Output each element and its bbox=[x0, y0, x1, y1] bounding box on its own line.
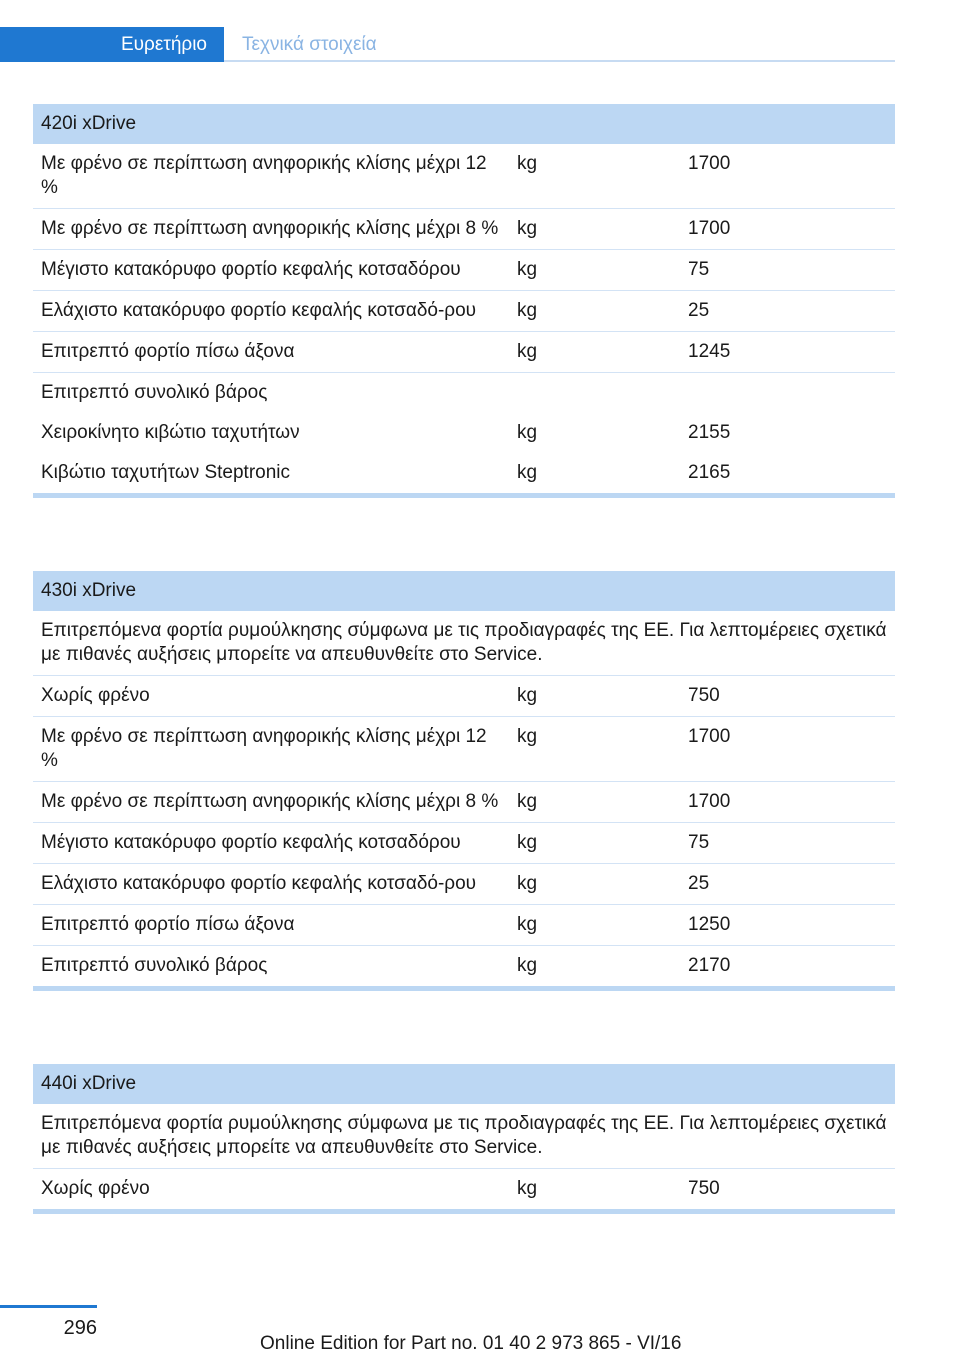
edition-note: Online Edition for Part no. 01 40 2 973 865 - VI/16 bbox=[260, 1333, 682, 1354]
row-label: Κιβώτιο ταχυτήτων Steptronic bbox=[41, 462, 291, 483]
row-label: Επιτρεπτό φορτίο πίσω άξονα bbox=[41, 914, 295, 935]
table-row bbox=[33, 453, 895, 493]
table-end-rule bbox=[33, 1209, 895, 1214]
tab-index[interactable]: Ευρετήριο bbox=[0, 27, 224, 62]
row-unit: kg bbox=[517, 955, 538, 976]
table-row bbox=[33, 905, 895, 946]
row-label: Μέγιστο κατακόρυφο φορτίο κεφαλής κοτσαδόρου bbox=[41, 832, 461, 853]
row-value: 1700 bbox=[688, 153, 731, 174]
row-value: 75 bbox=[688, 259, 710, 280]
table-note: Επιτρεπόμενα φορτία ρυμούλκησης σύμφωνα με τις προδιαγραφές της ΕΕ. Για λεπτομέρειες σχετικά με πιθανές αυξήσεις μπορείτε να απευθυνθείτε στο Service. bbox=[33, 1104, 895, 1169]
row-label: Χωρίς φρένο bbox=[41, 685, 150, 706]
table-row bbox=[33, 782, 895, 823]
row-value: 2170 bbox=[688, 955, 731, 976]
row-unit: kg bbox=[517, 832, 538, 853]
row-unit: kg bbox=[517, 153, 538, 174]
spec-table-420i bbox=[33, 104, 895, 498]
table-row bbox=[33, 823, 895, 864]
table-row bbox=[33, 717, 895, 782]
table-row bbox=[33, 413, 895, 453]
table-row bbox=[33, 676, 895, 717]
page-number: 296 bbox=[63, 1317, 97, 1339]
row-value: 25 bbox=[688, 873, 710, 894]
row-unit: kg bbox=[517, 300, 538, 321]
row-value: 1700 bbox=[688, 791, 731, 812]
row-label: Με φρένο σε περίπτωση ανηφορικής κλίσης μέχρι 12 % bbox=[41, 153, 487, 198]
row-value: 750 bbox=[688, 1178, 720, 1199]
row-unit: kg bbox=[517, 259, 538, 280]
row-value bbox=[688, 381, 895, 405]
row-label: Επιτρεπτό φορτίο πίσω άξονα bbox=[41, 341, 295, 362]
row-unit: kg bbox=[517, 873, 538, 894]
row-unit: kg bbox=[517, 218, 538, 239]
row-label: Με φρένο σε περίπτωση ανηφορικής κλίσης μέχρι 12 % bbox=[41, 726, 487, 771]
row-label: Επιτρεπτό συνολικό βάρος bbox=[41, 955, 268, 976]
table-row bbox=[33, 209, 895, 250]
row-unit: kg bbox=[517, 341, 538, 362]
table-row bbox=[33, 250, 895, 291]
tab-technical-data[interactable]: Τεχνικά στοιχεία bbox=[242, 33, 377, 55]
row-unit: kg bbox=[517, 1178, 538, 1199]
table-row bbox=[33, 373, 895, 413]
row-unit: kg bbox=[517, 791, 538, 812]
table-end-rule bbox=[33, 986, 895, 991]
row-value: 750 bbox=[688, 685, 720, 706]
table-row bbox=[33, 144, 895, 209]
table-row bbox=[33, 1169, 895, 1209]
row-value: 2165 bbox=[688, 462, 731, 483]
row-label: Ελάχιστο κατακόρυφο φορτίο κεφαλής κοτσαδό-ρου bbox=[41, 873, 477, 894]
table-title: 430i xDrive bbox=[33, 571, 895, 611]
row-unit bbox=[517, 381, 688, 405]
row-unit: kg bbox=[517, 685, 538, 706]
row-unit: kg bbox=[517, 422, 538, 443]
row-value: 2155 bbox=[688, 422, 731, 443]
row-label: Χειροκίνητο κιβώτιο ταχυτήτων bbox=[41, 422, 300, 443]
row-label: Χωρίς φρένο bbox=[41, 1178, 150, 1199]
table-note: Επιτρεπόμενα φορτία ρυμούλκησης σύμφωνα με τις προδιαγραφές της ΕΕ. Για λεπτομέρειες σχετικά με πιθανές αυξήσεις μπορείτε να απευθυνθείτε στο Service. bbox=[33, 611, 895, 676]
spec-table-440i bbox=[33, 1064, 895, 1214]
row-unit: kg bbox=[517, 914, 538, 935]
table-row bbox=[33, 332, 895, 373]
row-label: Μέγιστο κατακόρυφο φορτίο κεφαλής κοτσαδόρου bbox=[41, 259, 461, 280]
row-value: 25 bbox=[688, 300, 710, 321]
footer-rule bbox=[0, 1305, 97, 1308]
row-value: 1250 bbox=[688, 914, 731, 935]
row-value: 1700 bbox=[688, 218, 731, 239]
spec-table-430i bbox=[33, 571, 895, 991]
row-label: Με φρένο σε περίπτωση ανηφορικής κλίσης μέχρι 8 % bbox=[41, 218, 499, 239]
row-value: 1700 bbox=[688, 726, 731, 747]
row-label: Επιτρεπτό συνολικό βάρος bbox=[41, 382, 268, 403]
table-row bbox=[33, 291, 895, 332]
table-end-rule bbox=[33, 493, 895, 498]
row-unit: kg bbox=[517, 462, 538, 483]
row-label: Με φρένο σε περίπτωση ανηφορικής κλίσης μέχρι 8 % bbox=[41, 791, 499, 812]
row-label: Ελάχιστο κατακόρυφο φορτίο κεφαλής κοτσαδό-ρου bbox=[41, 300, 477, 321]
table-row bbox=[33, 946, 895, 986]
row-unit: kg bbox=[517, 726, 538, 747]
table-title: 440i xDrive bbox=[33, 1064, 895, 1104]
table-row bbox=[33, 864, 895, 905]
header bbox=[0, 0, 895, 62]
row-value: 1245 bbox=[688, 341, 731, 362]
row-value: 75 bbox=[688, 832, 710, 853]
table-title: 420i xDrive bbox=[33, 104, 895, 144]
header-rule bbox=[224, 60, 895, 62]
